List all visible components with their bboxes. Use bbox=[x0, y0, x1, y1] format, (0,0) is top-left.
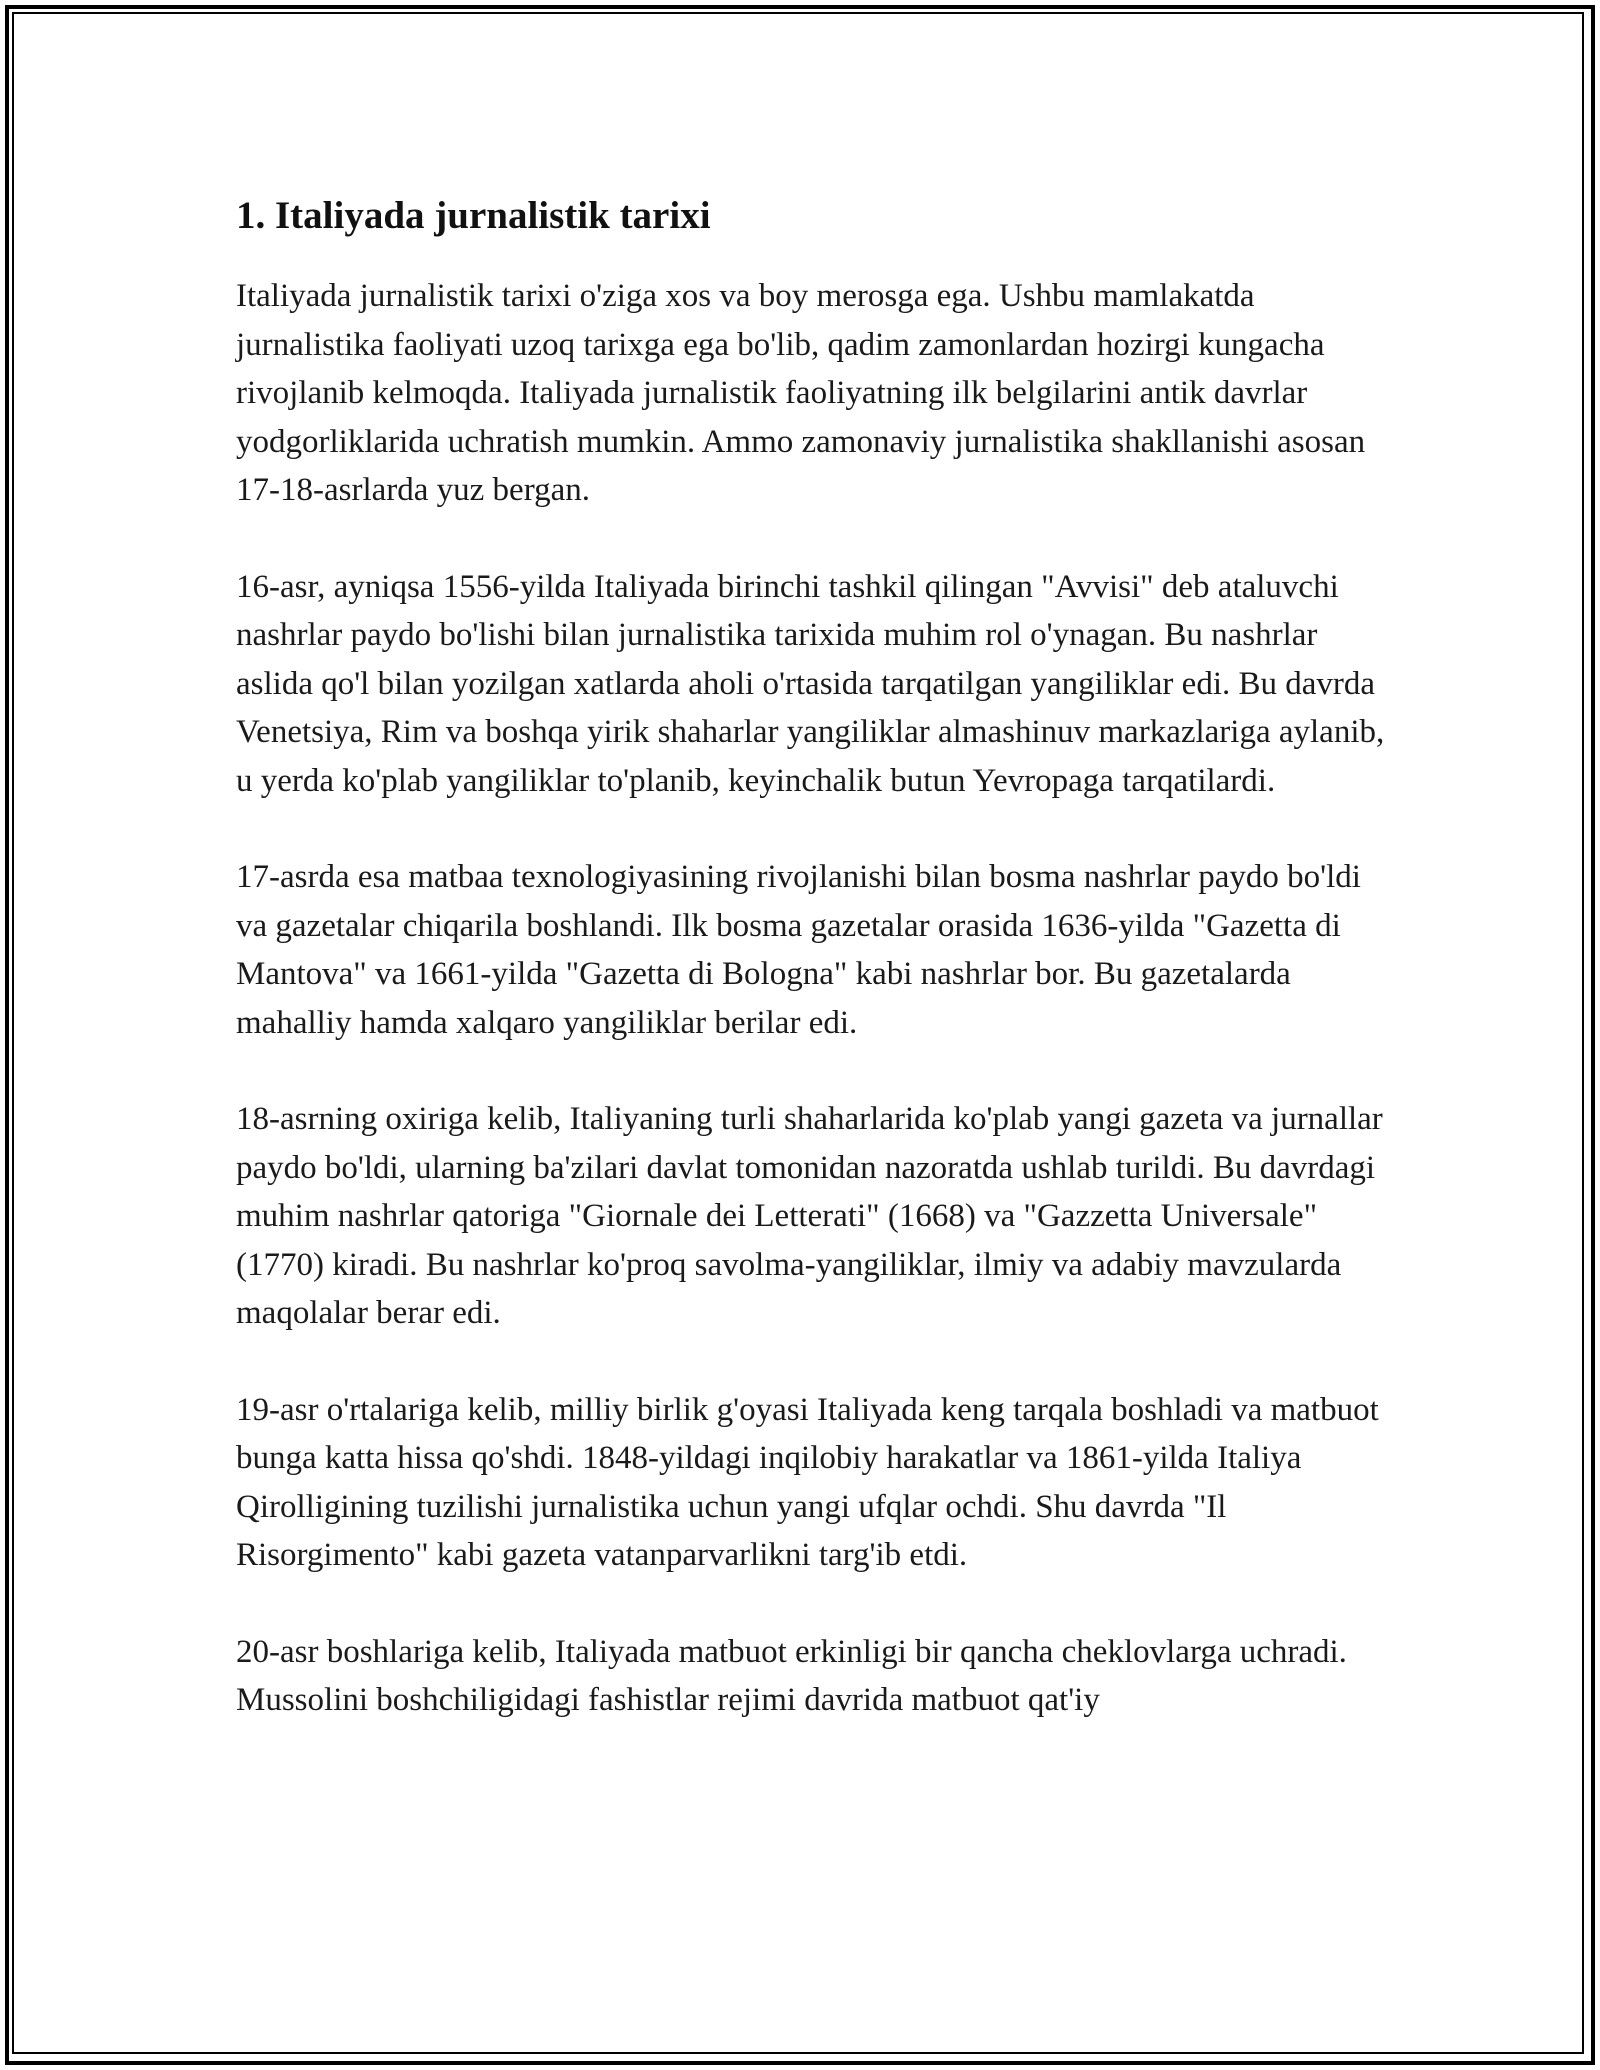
document-body bbox=[236, 186, 1386, 1725]
paragraph-17th-century: 17-asrda esa matbaa texnologiyasining rivojlanishi bilan bosma nashrlar paydo bo'ldi va gazetalar chiqarila boshlandi. Ilk bosma gazetalar orasida 1636-yilda "Gazetta di Mantova" va 1661-yilda "Gazetta di Bologna" kabi nashrlar bor. Bu gazetalarda mahalliy hamda xalqaro yangiliklar berilar edi. bbox=[236, 859, 1361, 1041]
paragraph-intro: Italiyada jurnalistik tarixi o'ziga xos va boy merosga ega. Ushbu mamlakatda jurnalistika faoliyati uzoq tarixga ega bo'lib, qadim zamonlardan hozirgi kungacha rivojlanib kelmoqda. Italiyada jurnalistik faoliyatning ilk belgilarini antik davrlar yodgorliklarida uchratish mumkin. Ammo zamonaviy jurnalistika shakllanishi asosan 17-18-asrlarda yuz bergan. bbox=[236, 278, 1366, 508]
section-heading: 1. Italiyada jurnalistik tarixi bbox=[236, 194, 711, 237]
paragraph-20th-century: 20-asr boshlariga kelib, Italiyada matbuot erkinligi bir qancha cheklovlarga uchradi. Mussolini boshchiligidagi fashistlar rejimi davrida matbuot qat'iy bbox=[236, 1633, 1347, 1718]
paragraph-19th-century: 19-asr o'rtalariga kelib, milliy birlik g'oyasi Italiyada keng tarqala boshladi va matbuot bunga katta hissa qo'shdi. 1848-yildagi inqilobiy harakatlar va 1861-yilda Italiya Qirolligining tuzilishi jurnalistika uchun yangi ufqlar ochdi. Shu davrda "Il Risorgimento" kabi gazeta vatanparvarlikni targ'ib etdi. bbox=[236, 1391, 1379, 1573]
paragraph-16th-century: 16-asr, ayniqsa 1556-yilda Italiyada birinchi tashkil qilingan "Avvisi" deb ataluvchi nashrlar paydo bo'lishi bilan jurnalistika tarixida muhim rol o'ynagan. Bu nashrlar aslida qo'l bilan yozilgan xatlarda aholi o'rtasida tarqatilgan yangiliklar edi. Bu davrda Venetsiya, Rim va boshqa yirik shaharlar yangiliklar almashinuv markazlariga aylanib, u yerda ko'plab yangiliklar to'planib, keyinchalik butun Yevropaga tarqatilardi. bbox=[236, 568, 1385, 799]
paragraph-18th-century: 18-asrning oxiriga kelib, Italiyaning turli shaharlarida ko'plab yangi gazeta va jurnallar paydo bo'ldi, ularning ba'zilari davlat tomonidan nazoratda ushlab turildi. Bu davrdagi muhim nashrlar qatoriga "Giornale dei Letterati" (1668) va "Gazzetta Universale" (1770) kiradi. Bu nashrlar ko'proq savolma-yangiliklar, ilmiy va adabiy mavzularda maqolalar berar edi. bbox=[236, 1101, 1383, 1331]
